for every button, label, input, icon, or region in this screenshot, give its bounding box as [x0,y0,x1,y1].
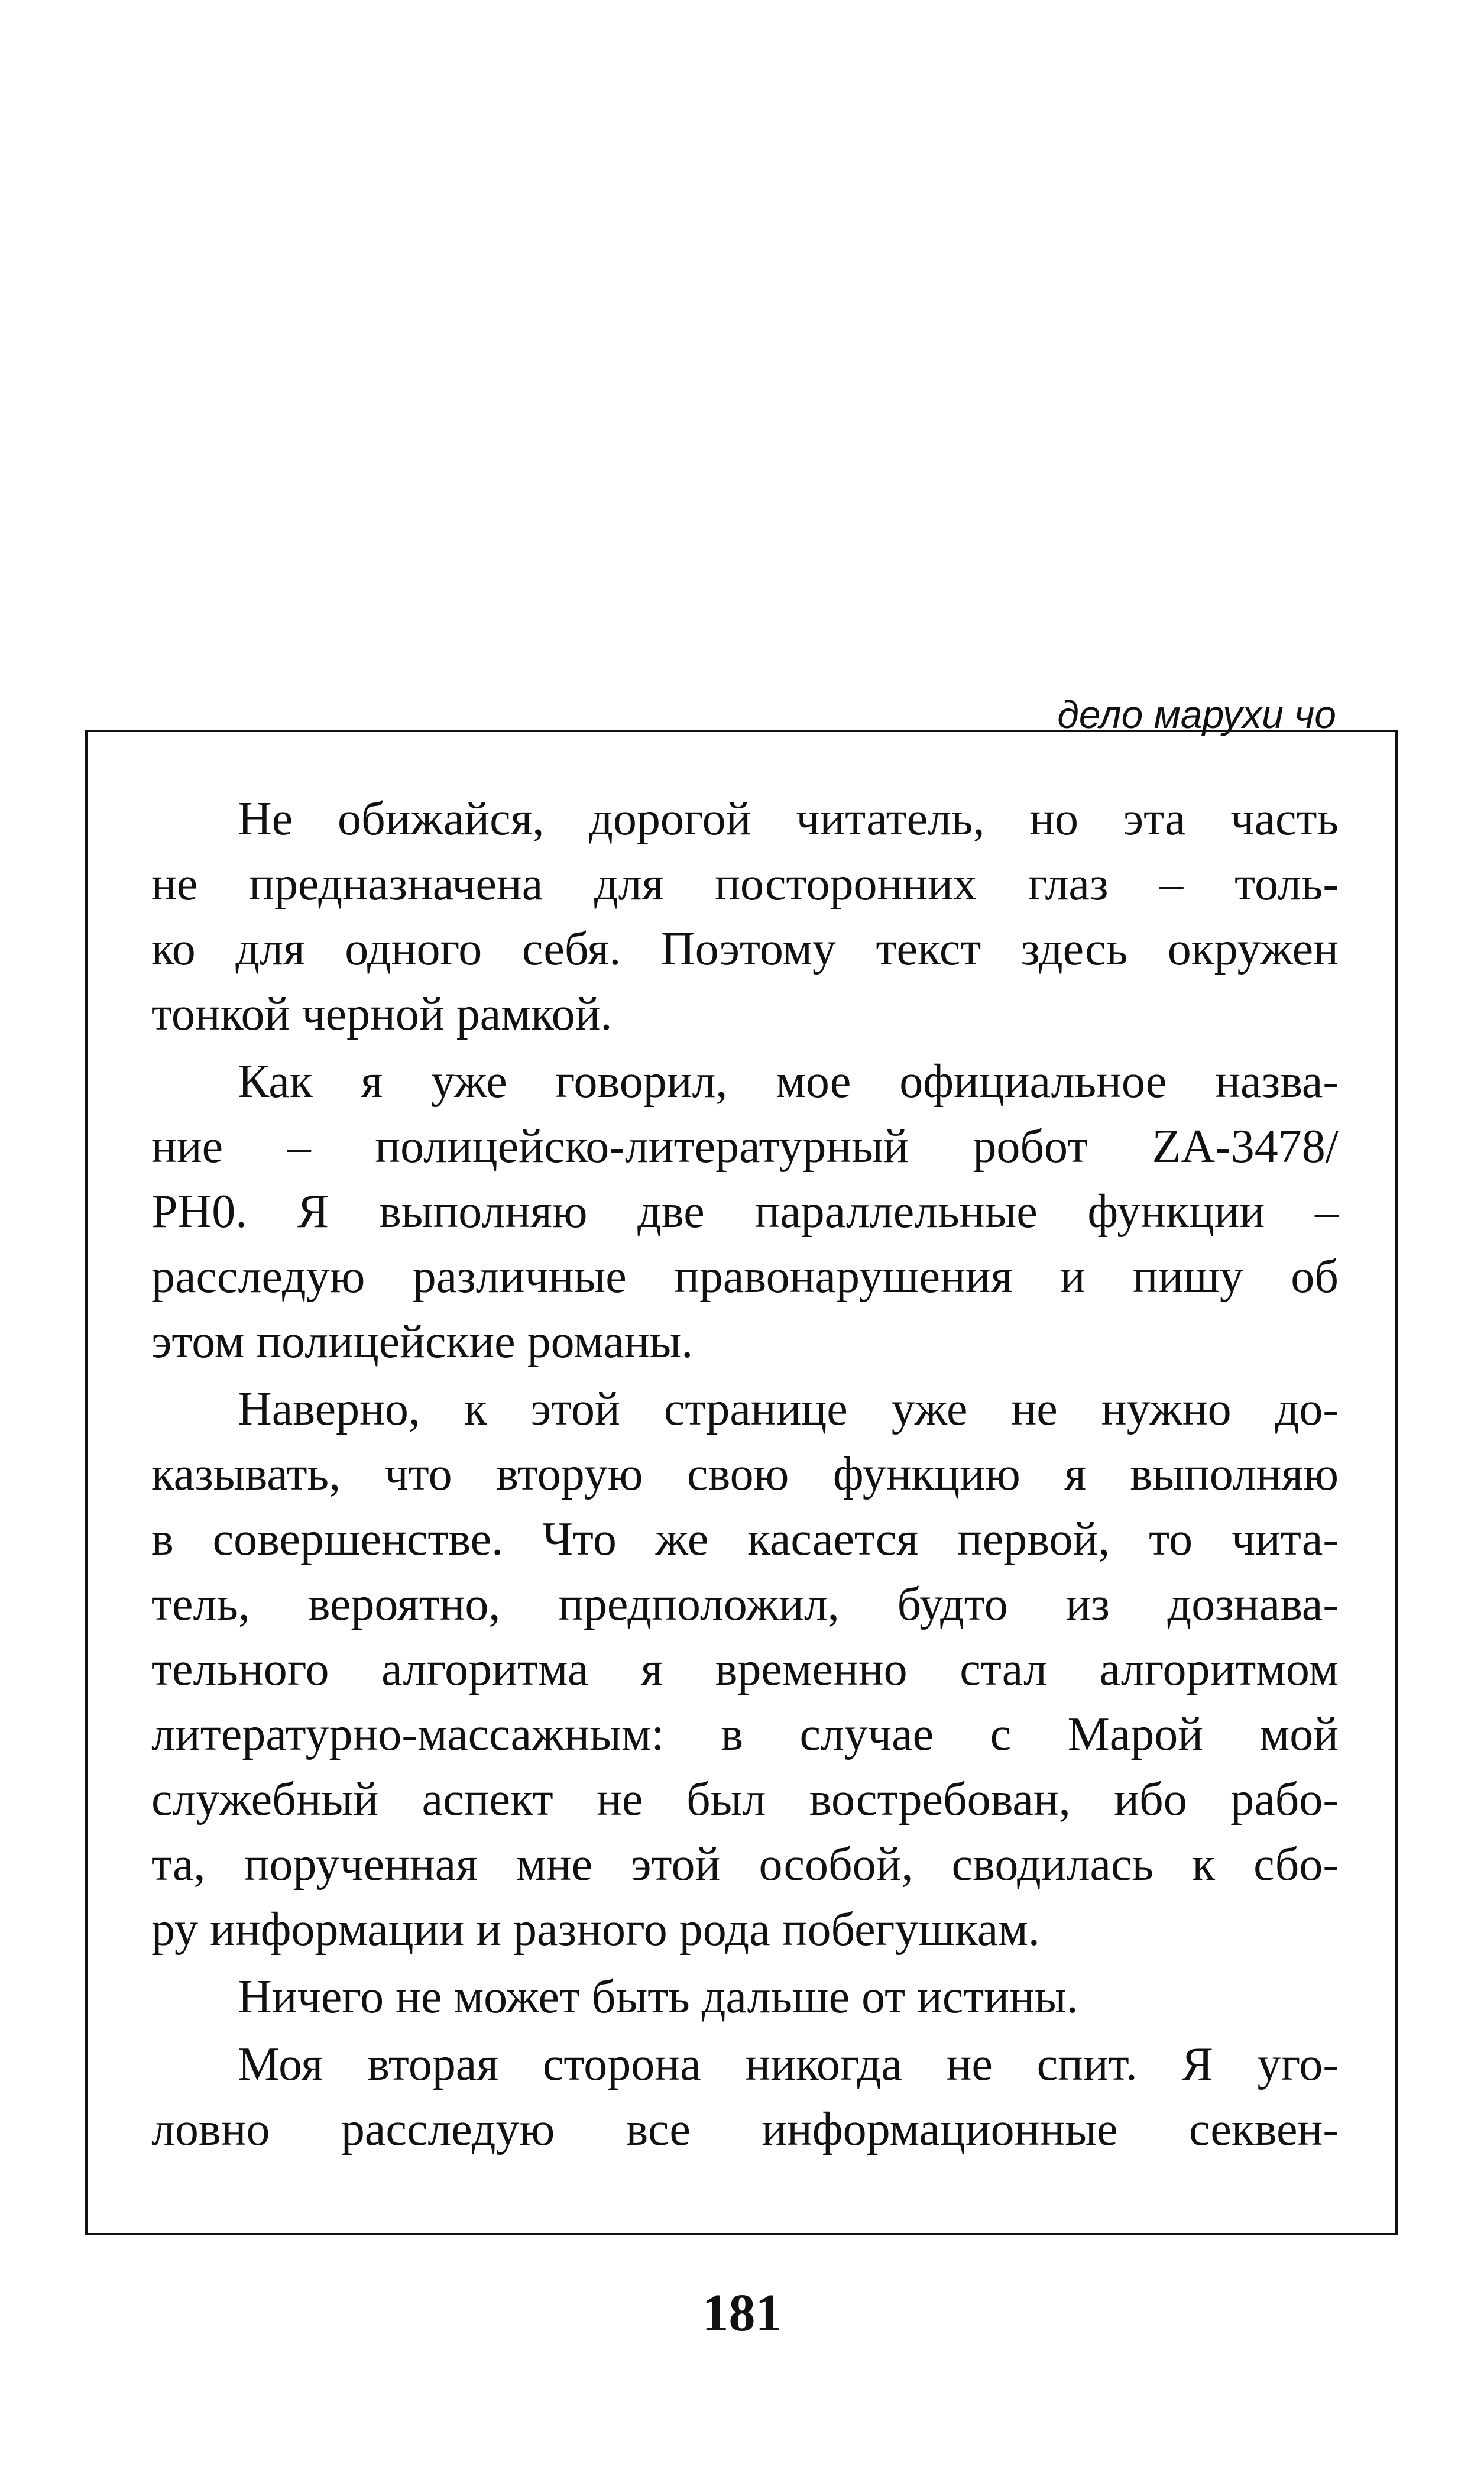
paragraph-2 [151,1049,1339,1374]
text-line: тонкой черной рамкой. [151,988,613,1040]
text-line: расследую различные правонарушения и пишу об [151,1251,1339,1303]
paragraph-1 [151,786,1339,1047]
paragraph-5 [151,2032,1339,2162]
text-line: в совершенстве. Что же касается первой, то чита- [151,1513,1339,1565]
text-line: тельного алгоритма я временно стал алгоритмом [151,1643,1339,1695]
text-line: литературно-массажным: в случае с Марой мой [151,1708,1339,1760]
text-line: казывать, что вторую свою функцию я выполняю [151,1448,1339,1500]
text-line: служебный аспект не был востребован, ибо рабо- [151,1773,1339,1825]
text-line: ние – полицейско-литературный робот ZA-3478/ [151,1121,1339,1173]
text-line: та, порученная мне этой особой, сводилась к сбо- [151,1838,1339,1891]
paragraph-3 [151,1377,1339,1962]
paragraph-4 [151,1964,1339,2029]
text-line: ко для одного себя. Поэтому текст здесь окружен [151,923,1339,975]
text-line: Ничего не может быть дальше от истины. [238,1971,1078,2023]
text-line: Не обижайся, дорогой читатель, но эта часть [238,793,1339,845]
text-line: ловно расследую все информационные секвен- [151,2103,1339,2155]
text-line: не предназначена для посторонних глаз – толь- [151,858,1339,910]
text-line: Как я уже говорил, мое официальное назва- [238,1056,1339,1108]
text-line: Наверно, к этой странице уже не нужно до- [238,1383,1339,1435]
running-head: дело марухи чо [1057,692,1336,736]
framed-text [151,786,1339,2162]
page-number: 181 [702,2284,782,2342]
text-line: Моя вторая сторона никогда не спит. Я уго- [238,2038,1339,2090]
text-line: этом полицейские романы. [151,1316,694,1368]
text-line: тель, вероятно, предположил, будто из дознава- [151,1578,1339,1630]
text-line: PH0. Я выполняю две параллельные функции – [151,1186,1339,1238]
text-frame [85,730,1398,2235]
text-line: ру информации и разного рода побегушкам. [151,1904,1040,1956]
